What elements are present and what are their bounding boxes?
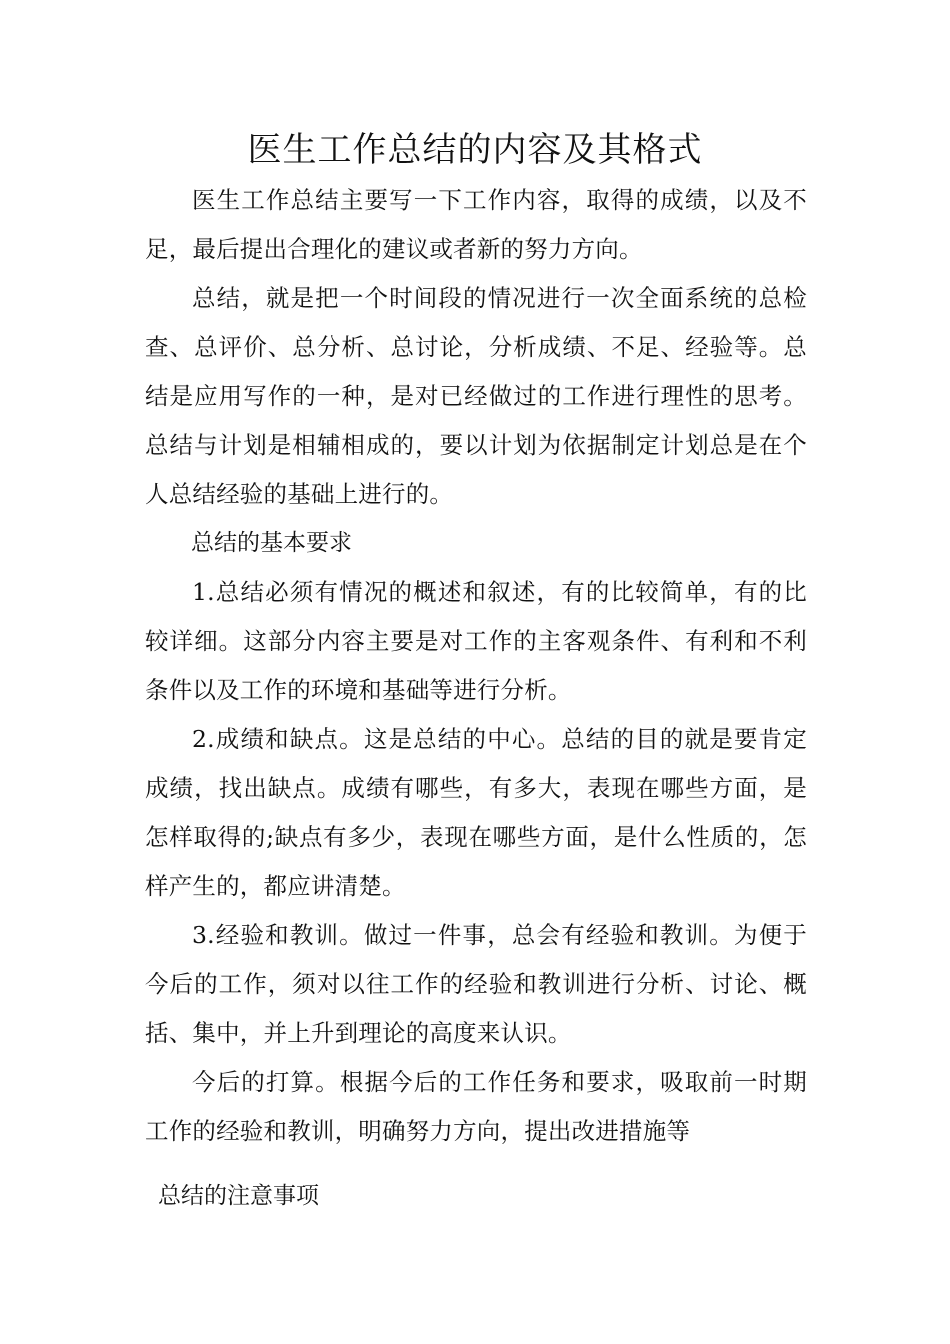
paragraph-intro: 医生工作总结主要写一下工作内容，取得的成绩，以及不足，最后提出合理化的建议或者新的努力方向。 [145, 186, 807, 263]
section-heading-basic-requirements: 总结的基本要求 [191, 530, 352, 556]
paragraph-item-2: 2.成绩和缺点。这是总结的中心。总结的目的就是要肯定成绩，找出缺点。成绩有哪些，有多大，表现在哪些方面，是怎样取得的;缺点有多少，表现在哪些方面，是什么性质的，怎样产生的，都应讲清楚。 [145, 725, 807, 900]
paragraph-future-plan: 今后的打算。根据今后的工作任务和要求，吸取前一时期工作的经验和教训，明确努力方向，提出改进措施等 [145, 1068, 807, 1145]
paragraph-item-1: 1.总结必须有情况的概述和叙述，有的比较简单，有的比较详细。这部分内容主要是对工作的主客观条件、有利和不利条件以及工作的环境和基础等进行分析。 [145, 578, 807, 704]
paragraph-definition: 总结，就是把一个时间段的情况进行一次全面系统的总检查、总评价、总分析、总讨论，分析成绩、不足、经验等。总结是应用写作的一种，是对已经做过的工作进行理性的思考。总结与计划是相辅相成的，要以计划为依据制定计划总是在个人总结经验的基础上进行的。 [145, 284, 807, 508]
document-title: 医生工作总结的内容及其格式 [247, 130, 703, 170]
paragraph-item-3: 3.经验和教训。做过一件事，总会有经验和教训。为便于今后的工作，须对以往工作的经验和教训进行分析、讨论、概括、集中，并上升到理论的高度来认识。 [145, 921, 807, 1047]
document-body [145, 176, 807, 1156]
section-heading-notes: 总结的注意事项 [158, 1183, 319, 1209]
